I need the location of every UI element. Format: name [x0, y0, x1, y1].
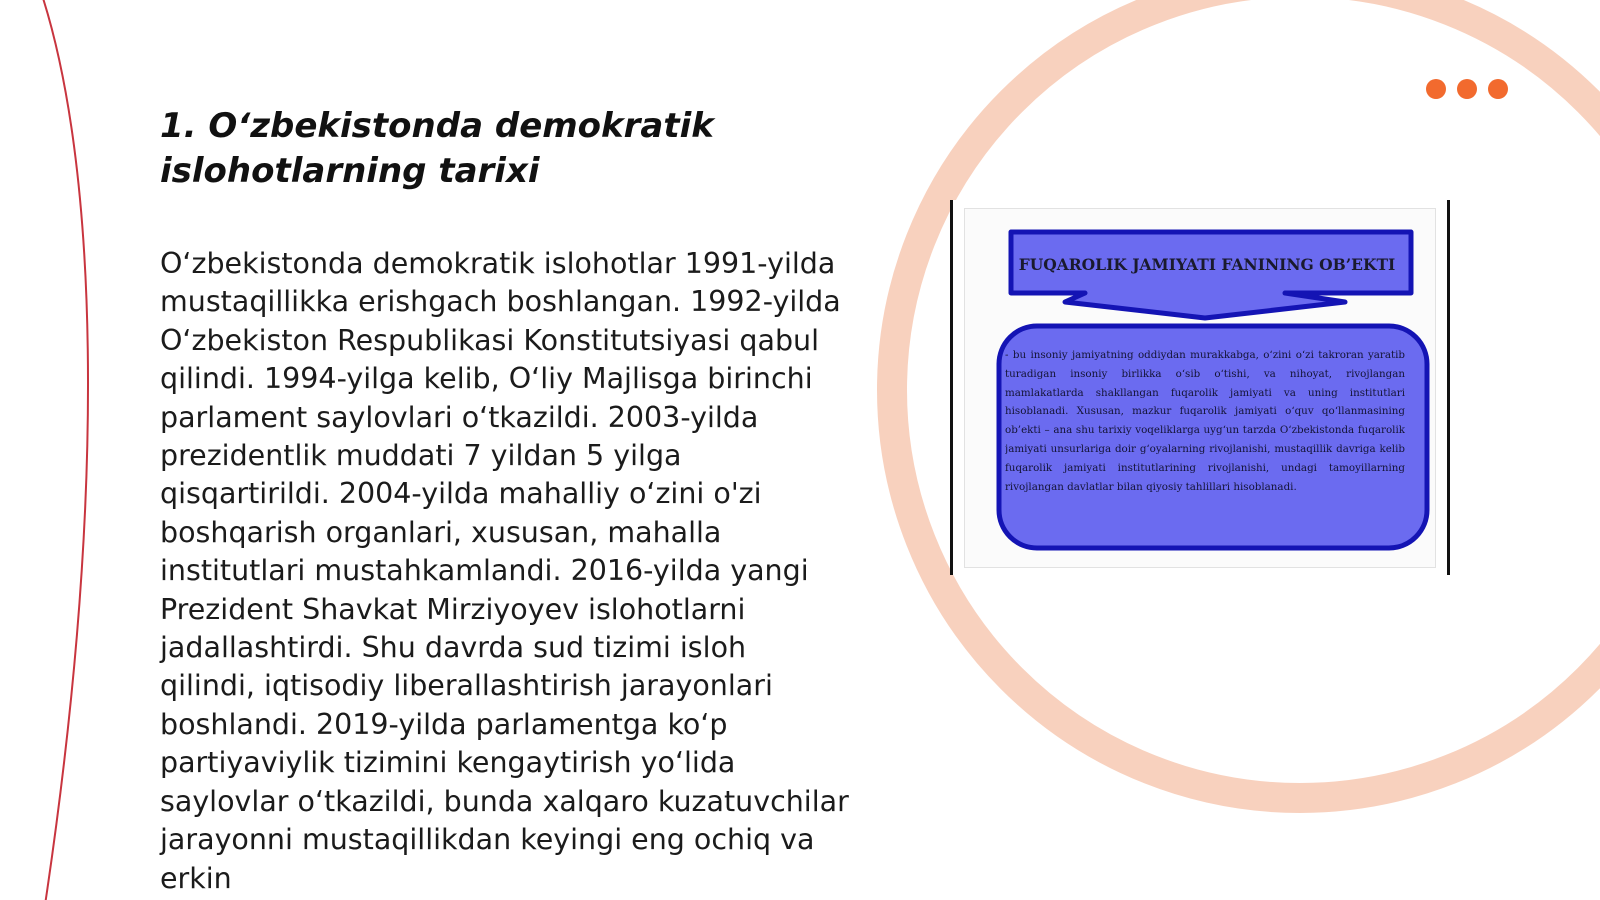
- figure-heading: FUQAROLIK JAMIYATI FANINING OB’EKTI: [1018, 255, 1396, 274]
- more-dots-icon[interactable]: [1426, 79, 1508, 99]
- dot-3: [1488, 79, 1508, 99]
- civil-society-figure: [950, 200, 1450, 575]
- slide-body-text: O‘zbekistonda demokratik islohotlar 1991-yilda mustaqillikka erishgach boshlangan. 1992-yilda O‘zbekiston Respublikasi Konstitutsiyasi qabul qilindi. 1994-yilga kelib, O‘liy Majlisga birinchi parlament saylovlari o‘tkazildi. 2003-yilda prezidentlik muddati 7 yildan 5 yilga qisqartirildi. 2004-yilda mahalliy o‘zini o'zi boshqarish organlari, xususan, mahalla institutlari mustahkamlandi. 2016-yilda yangi Prezident Shavkat Mirziyoyev islohotlarni jadallashtirdi. Shu davrda sud tizimi isloh qilindi, iqtisodiy liberallashtirish jarayonlari boshlandi. 2019-yilda parlamentga ko‘p partiyaviylik tizimini kengaytirish yo‘lida saylovlar o‘tkazildi, bunda xalqaro kuzatuvchilar jarayonni mustaqillikdan keyingi eng ochiq va erkin: [160, 247, 849, 895]
- slide-title: 1. O‘zbekistonda demokratik islohotlarning tarixi: [160, 106, 714, 191]
- dot-2: [1457, 79, 1477, 99]
- figure-body-text: - bu insoniy jamiyatning oddiydan murakkabga, o‘zini o‘zi takroran yaratib turadigan insoniy birlikka o‘sib o‘tishi, va nihoyat, rivojlangan mamlakatlarda shakllangan fuqarolik jamiyati va uning institutlari hisoblanadi. Xususan, mazkur fuqarolik jamiyati o‘quv qo‘llanmasining ob’ekti – ana shu tarixiy voqeliklarga uyg‘un tarzda O‘zbekistonda fuqarolik jamiyati unsurlariga doir g‘oyalarning rivojlanishi, mustaqillik davriga kelib fuqarolik jamiyati institutlarining rivojlanishi, undagi tamoyillarning rivojlangan davlatlar bilan qiyosiy tahlillari hisoblanadi.: [1005, 349, 1405, 493]
- dot-1: [1426, 79, 1446, 99]
- left-curve-line: [42, 0, 88, 900]
